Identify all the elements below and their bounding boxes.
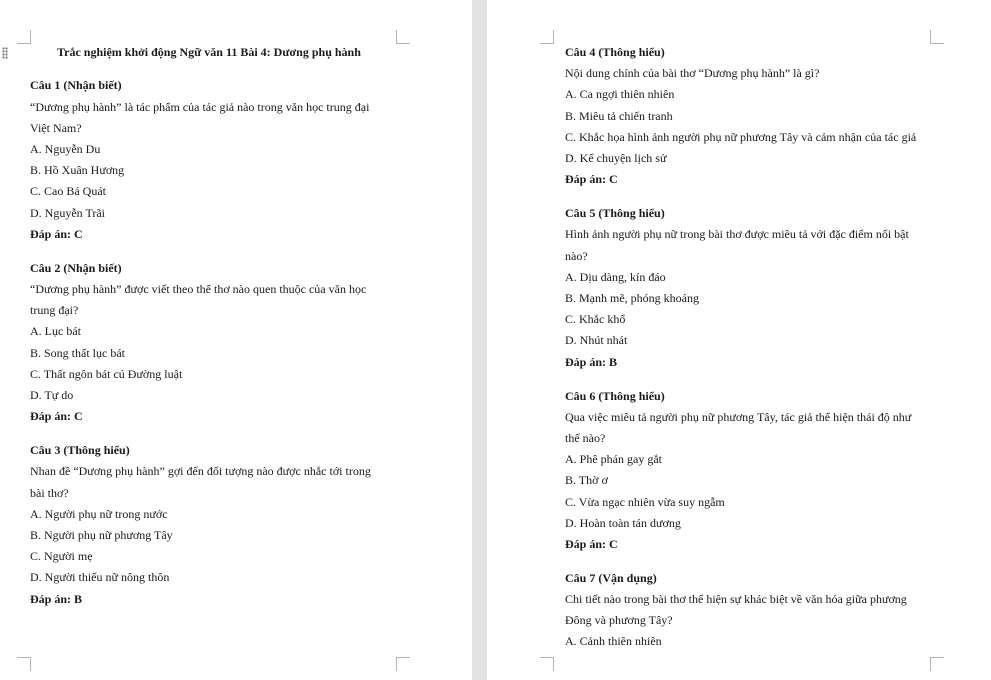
answer-option: D. Kể chuyện lịch sử	[565, 151, 667, 165]
answer-option: C. Thất ngôn bát cú Đường luật	[30, 367, 183, 381]
document-title: Trắc nghiệm khởi động Ngữ văn 11 Bài 4: Dương phụ hành	[57, 45, 361, 59]
answer-option: B. Người phụ nữ phương Tây	[30, 528, 173, 542]
answer-option: C. Khắc họa hình ảnh người phụ nữ phương Tây và cảm nhận của tác giả	[565, 130, 917, 144]
question-heading: Câu 3 (Thông hiểu)	[30, 443, 130, 457]
margin-corner-mark	[540, 657, 554, 671]
answer-option: A. Dịu dàng, kín đáo	[565, 270, 666, 284]
question-text: Qua việc miêu tả người phụ nữ phương Tây, tác giả thể hiện thái độ như	[565, 410, 912, 424]
answer-option: D. Nguyễn Trãi	[30, 206, 106, 220]
answer-option: B. Mạnh mẽ, phóng khoáng	[565, 291, 699, 305]
answer-option: B. Hồ Xuân Hương	[30, 163, 125, 177]
question-heading: Câu 4 (Thông hiểu)	[565, 45, 665, 59]
page-gutter	[472, 0, 487, 680]
answer-option: C. Khắc khổ	[565, 312, 626, 326]
answer-key: Đáp án: C	[30, 227, 83, 241]
answer-option: A. Người phụ nữ trong nước	[30, 507, 168, 521]
answer-option: A. Ca ngợi thiên nhiên	[565, 87, 675, 101]
document-page-left[interactable]	[0, 0, 472, 680]
answer-key: Đáp án: B	[30, 592, 83, 606]
answer-option: B. Song thất lục bát	[30, 346, 125, 360]
question-text: trung đại?	[30, 303, 79, 317]
question-text: bài thơ?	[30, 486, 69, 500]
answer-option: C. Vừa ngạc nhiên vừa suy ngẫm	[565, 495, 725, 509]
question-heading: Câu 1 (Nhận biết)	[30, 78, 122, 92]
answer-key: Đáp án: C	[565, 172, 618, 186]
question-heading: Câu 6 (Thông hiểu)	[565, 389, 665, 403]
answer-option: C. Cao Bá Quát	[30, 184, 106, 198]
answer-key: Đáp án: C	[30, 409, 83, 423]
question-text: “Dương phụ hành” được viết theo thể thơ nào quen thuộc của văn học	[30, 282, 367, 296]
answer-option: A. Nguyễn Du	[30, 142, 101, 156]
question-text: thế nào?	[565, 431, 606, 445]
question-heading: Câu 5 (Thông hiểu)	[565, 206, 665, 220]
answer-option: A. Lục bát	[30, 324, 81, 338]
question-text: Việt Nam?	[30, 121, 82, 135]
question-text: Nội dung chính của bài thơ “Dương phụ hành” là gì?	[565, 66, 820, 80]
question-text: Đông và phương Tây?	[565, 613, 673, 627]
question-text: “Dương phụ hành” là tác phẩm của tác giả nào trong văn học trung đại	[30, 100, 370, 114]
answer-option: C. Người mẹ	[30, 549, 93, 563]
question-text: Nhan đề “Dương phụ hành” gợi đến đối tượng nào được nhắc tới trong	[30, 464, 371, 478]
question-text: nào?	[565, 249, 588, 263]
margin-corner-mark	[396, 30, 410, 44]
answer-key: Đáp án: B	[565, 355, 618, 369]
answer-option: D. Nhút nhát	[565, 333, 628, 347]
answer-option: B. Miêu tả chiến tranh	[565, 109, 673, 123]
margin-corner-mark	[930, 30, 944, 44]
answer-option: A. Cảnh thiên nhiên	[565, 634, 662, 648]
question-heading: Câu 2 (Nhận biết)	[30, 261, 122, 275]
document-page-right[interactable]	[487, 0, 991, 680]
margin-corner-mark	[396, 657, 410, 671]
answer-option: D. Tự do	[30, 388, 74, 402]
margin-corner-mark	[17, 657, 31, 671]
answer-key: Đáp án: C	[565, 537, 618, 551]
answer-option: B. Thờ ơ	[565, 473, 608, 487]
margin-corner-mark	[930, 657, 944, 671]
move-handle-icon[interactable]	[2, 47, 8, 59]
margin-corner-mark	[540, 30, 554, 44]
question-text: Chi tiết nào trong bài thơ thể hiện sự khác biệt về văn hóa giữa phương	[565, 592, 907, 606]
answer-option: D. Người thiếu nữ nông thôn	[30, 570, 170, 584]
question-text: Hình ảnh người phụ nữ trong bài thơ được miêu tả với đặc điểm nổi bật	[565, 227, 909, 241]
question-heading: Câu 7 (Vận dụng)	[565, 571, 657, 585]
margin-corner-mark	[17, 30, 31, 44]
answer-option: D. Hoàn toàn tán dương	[565, 516, 681, 530]
answer-option: A. Phê phán gay gắt	[565, 452, 662, 466]
